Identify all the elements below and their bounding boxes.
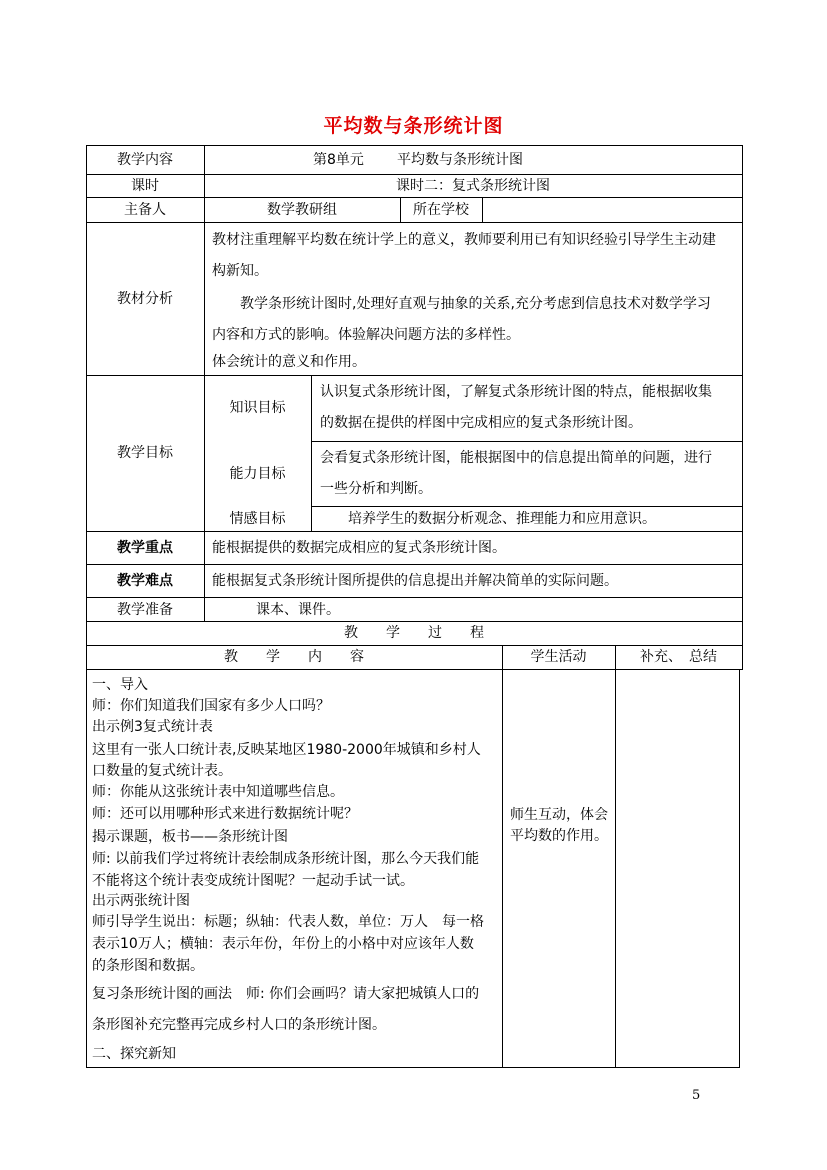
content-line: 表示10万人；横轴：表示年份，年份上的小格中对应该年人数	[92, 936, 474, 952]
analysis-line: 构新知。	[212, 263, 268, 279]
content-line: 口数量的复式统计表。	[92, 763, 232, 779]
analysis-line: 教材注重理解平均数在统计学上的意义，教师要利用已有知识经验引导学生主动建	[212, 232, 716, 248]
emotion-goal-text: 培养学生的数据分析观念、推理能力和应用意识。	[348, 511, 656, 527]
content-line: 揭示课题，板书——条形统计图	[92, 829, 288, 845]
content-line: 师：你们知道我们国家有多少人口吗？	[92, 698, 330, 714]
content-column-header: 教 学 内 容	[224, 649, 364, 665]
goals-label: 教学目标	[117, 445, 173, 461]
content-line: 复习条形统计图的画法 师: 你们会画吗？请大家把城镇人口的	[92, 986, 480, 1002]
difficulty-text: 能根据复式条形统计图所提供的信息提出并解决简单的实际问题。	[212, 573, 618, 589]
ability-goal-line: 一些分析和判断。	[320, 481, 432, 497]
content-line: 这里有一张人口统计表,反映某地区1980-2000年城镇和乡村人	[92, 742, 481, 758]
content-line: 不能将这个统计表变成统计图呢？一起动手试一试。	[92, 873, 414, 889]
ability-goal-line: 会看复式条形统计图，能根据图中的信息提出简单的问题，进行	[320, 450, 712, 466]
lesson-value: 课时二：复式条形统计图	[396, 178, 550, 194]
content-line: 一、导入	[92, 677, 148, 693]
notes-column-header: 补充、 总结	[640, 649, 717, 665]
activity-line: 平均数的作用。	[510, 828, 608, 844]
content-line: 师：还可以用哪种形式来进行数据统计呢？	[92, 806, 358, 822]
unit-number: 第8单元	[313, 152, 364, 168]
difficulty-label: 教学难点	[117, 573, 173, 589]
prep-label: 教学准备	[117, 602, 173, 618]
key-point-text: 能根据提供的数据完成相应的复式条形统计图。	[212, 540, 506, 556]
document-title: 平均数与条形统计图	[323, 115, 504, 137]
activity-line: 师生互动，体会	[510, 807, 608, 823]
content-line: 师引导学生说出：标题；纵轴：代表人数，单位：万人 每一格	[92, 914, 484, 930]
page-number: 5	[692, 1088, 701, 1103]
ability-goal-label: 能力目标	[229, 466, 286, 482]
emotion-goal-label: 情感目标	[229, 511, 286, 527]
content-line: 条形图补充完整再完成乡村人口的条形统计图。	[92, 1017, 386, 1033]
analysis-line: 内容和方式的影响。体验解决问题方法的多样性。	[212, 327, 520, 343]
content-line: 师: 以前我们学过将统计表绘制成条形统计图，那么今天我们能	[92, 851, 480, 867]
content-line: 师：你能从这张统计表中知道哪些信息。	[92, 784, 344, 800]
content-label: 教学内容	[117, 152, 173, 168]
school-label: 所在学校	[413, 202, 469, 218]
content-line: 出示两张统计图	[92, 893, 190, 909]
analysis-line: 体会统计的意义和作用。	[212, 354, 366, 370]
content-line: 二、探究新知	[92, 1046, 176, 1062]
activity-column-header: 学生活动	[530, 649, 587, 665]
analysis-label: 教材分析	[117, 291, 173, 307]
preparer-value: 数学教研组	[267, 202, 337, 218]
analysis-line: 教学条形统计图时,处理好直观与抽象的关系,充分考虑到信息技术对数学学习	[240, 296, 711, 312]
key-point-label: 教学重点	[117, 540, 173, 556]
prep-text: 课本、课件。	[256, 602, 340, 618]
knowledge-goal-line: 的数据在提供的样图中完成相应的复式条形统计图。	[320, 415, 642, 431]
content-line: 的条形图和数据。	[92, 958, 204, 974]
preparer-label: 主备人	[124, 202, 166, 218]
knowledge-goal-line: 认识复式条形统计图，了解复式条形统计图的特点，能根据收集	[320, 384, 712, 400]
knowledge-goal-label: 知识目标	[229, 400, 286, 416]
unit-title: 平均数与条形统计图	[397, 152, 523, 168]
lesson-label: 课时	[131, 178, 159, 194]
process-header: 教 学 过 程	[344, 625, 484, 641]
content-line: 出示例3复式统计表	[92, 719, 213, 735]
